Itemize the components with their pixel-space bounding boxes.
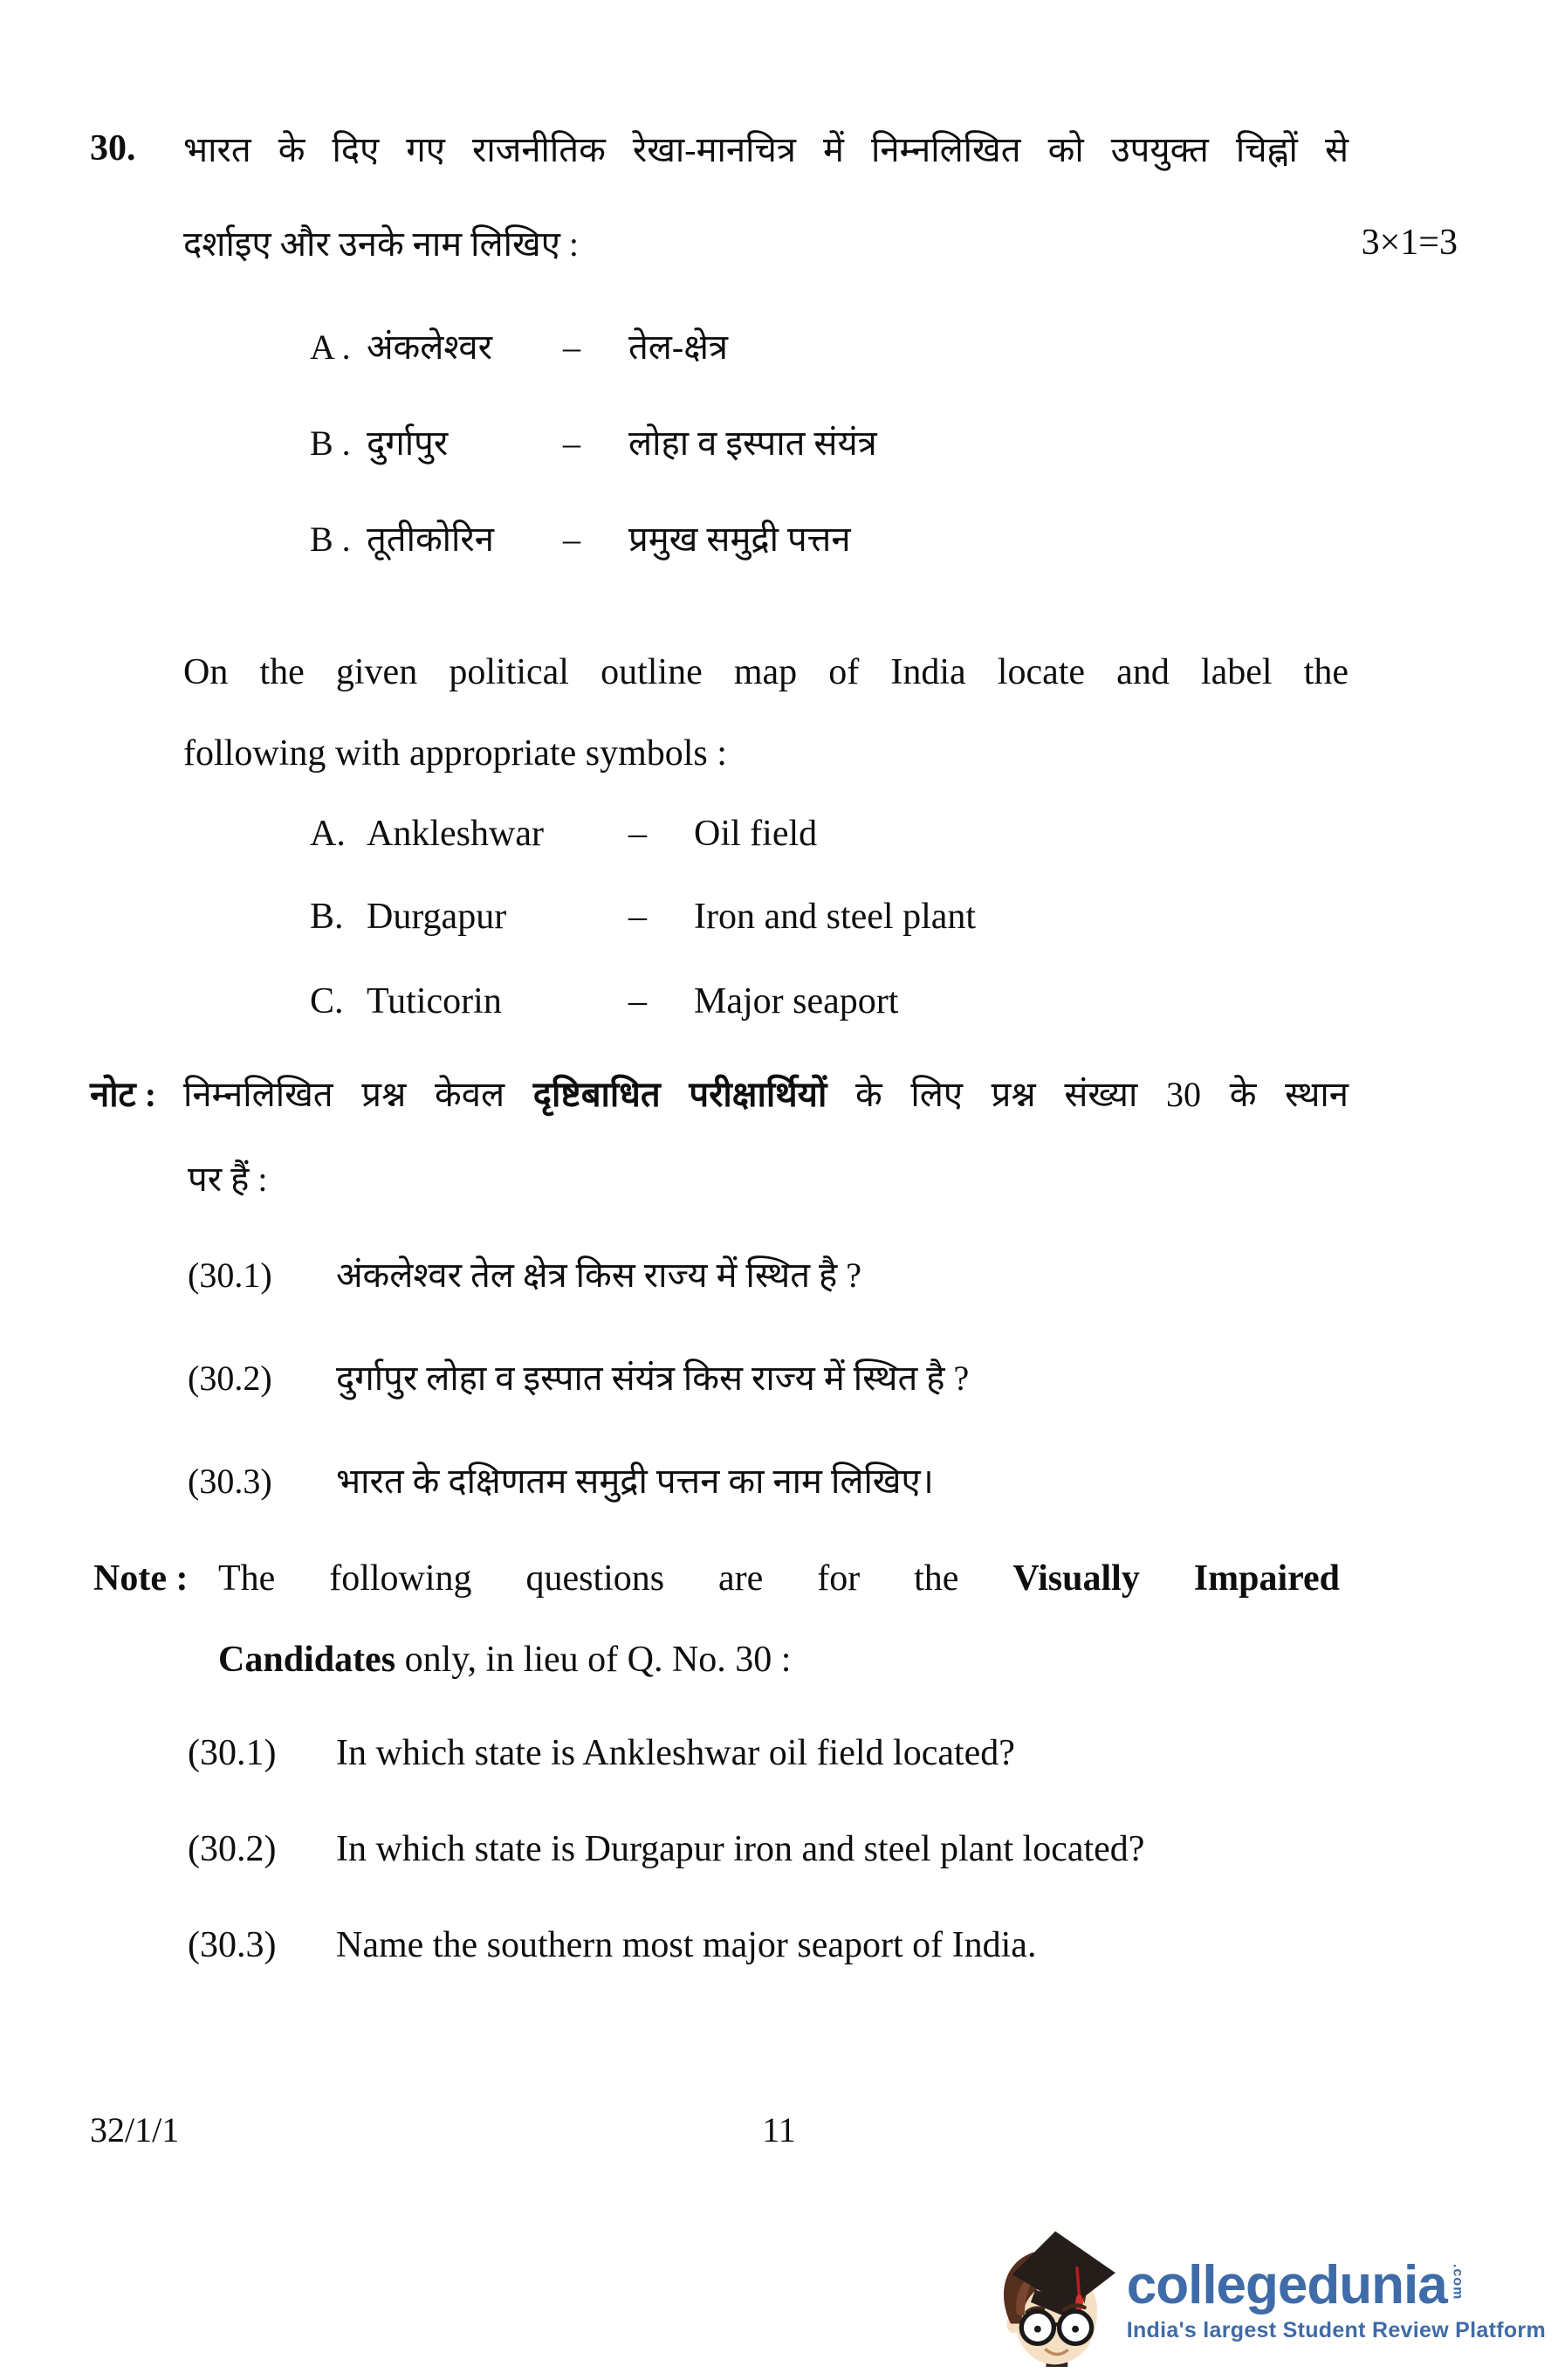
subquestion-number: (30.2) <box>188 1359 272 1398</box>
question-intro-hindi-line2-row <box>183 222 1458 267</box>
brand-name: collegedunia <box>1126 2255 1447 2315</box>
question-intro-english-line2: following with appropriate symbols : <box>183 733 727 774</box>
subquestion-number: (30.1) <box>188 1255 272 1295</box>
footer-paper-code: 32/1/1 <box>90 2110 180 2150</box>
note-english-line1 <box>218 1557 1340 1600</box>
item-desc: लोहा व इस्पात संयंत्र <box>628 423 877 463</box>
item-label: C. <box>310 981 344 1021</box>
question-intro-hindi-line1: भारत के दिए गए राजनीतिक रेखा-मानचित्र में निम्नलिखित को उपयुक्त चिह्नों से <box>183 130 1349 169</box>
subquestion-text: भारत के दक्षिणतम समुद्री पत्तन का नाम लिखिए। <box>336 1462 934 1501</box>
item-name: दुर्गापुर <box>367 423 449 463</box>
question-intro-hindi-line2: दर्शाइए और उनके नाम लिखिए : <box>183 224 579 264</box>
note-english-line2-regular: only, in lieu of Q. No. 30 : <box>395 1640 792 1680</box>
subquestion-number: (30.2) <box>188 1829 277 1869</box>
collegedunia-logo <box>991 2229 1546 2373</box>
note-label-hindi: नोट : <box>90 1075 157 1114</box>
marks-value: 3×1=3 <box>1361 223 1458 263</box>
note-english-line1-bold: Visually Impaired <box>1012 1558 1341 1599</box>
subquestion-text: दुर्गापुर लोहा व इस्पात संयंत्र किस राज्य में स्थित है ? <box>336 1359 970 1398</box>
item-desc: तेल-क्षेत्र <box>628 327 729 367</box>
subquestion-text: Name the southern most major seaport of India. <box>336 1925 1037 1965</box>
note-hindi-line1-regular: निम्नलिखित प्रश्न केवल <box>183 1075 533 1114</box>
subquestion-row-english <box>188 1827 1349 1871</box>
item-desc: Iron and steel plant <box>694 897 977 937</box>
map-item-row-hindi <box>310 421 1349 466</box>
subquestion-row-hindi <box>188 1356 1349 1401</box>
note-english-line2 <box>218 1638 791 1682</box>
brand-tld: .com <box>1450 2264 1465 2301</box>
item-desc: प्रमुख समुद्री पत्तन <box>628 519 851 559</box>
item-dash: – <box>563 519 580 559</box>
subquestion-row-hindi <box>188 1459 1349 1504</box>
item-label: A. <box>310 814 346 854</box>
item-label: A . <box>310 327 351 367</box>
item-name: Ankleshwar <box>367 814 544 854</box>
subquestion-number: (30.3) <box>188 1925 277 1965</box>
item-name: अंकलेश्वर <box>367 327 492 367</box>
item-desc: Oil field <box>694 814 818 854</box>
subquestion-number: (30.1) <box>188 1733 277 1773</box>
note-hindi-line1-bold: दृष्टिबाधित परीक्षार्थियों <box>532 1075 827 1114</box>
item-dash: – <box>563 423 580 463</box>
item-name: Durgapur <box>367 897 507 937</box>
note-label-english: Note : <box>93 1558 189 1599</box>
item-label: B . <box>310 423 351 463</box>
note-hindi-line1 <box>183 1072 1349 1118</box>
item-label: B. <box>310 897 344 937</box>
subquestion-text: अंकलेश्वर तेल क्षेत्र किस राज्य में स्थित है ? <box>336 1255 861 1295</box>
collegedunia-mascot-icon <box>991 2229 1122 2373</box>
subquestion-number: (30.3) <box>188 1462 272 1501</box>
note-english-line1-regular: The following questions are for the <box>218 1558 1013 1599</box>
note-hindi-line2: पर हैं : <box>188 1159 268 1199</box>
item-dash: – <box>628 814 647 854</box>
question-number: 30. <box>90 128 136 169</box>
item-dash: – <box>563 327 580 367</box>
subquestion-row-english <box>188 1731 1349 1775</box>
note-hindi-line1-after: के लिए प्रश्न संख्या 30 के स्थान <box>827 1075 1349 1114</box>
subquestion-row-hindi <box>188 1253 1349 1298</box>
map-item-row-hindi <box>310 517 1349 562</box>
brand-tagline: India's largest Student Review Platform <box>1126 2318 1546 2342</box>
map-item-row-english <box>310 895 1349 939</box>
item-desc: Major seaport <box>694 981 899 1021</box>
question-intro-english-line1: On the given political outline map of India locate and label the <box>183 652 1349 692</box>
note-english-line2-bold: Candidates <box>218 1640 396 1680</box>
map-item-row-english <box>310 812 1349 856</box>
item-label: B . <box>310 519 351 559</box>
subquestion-row-english <box>188 1923 1349 1967</box>
item-dash: – <box>628 981 647 1021</box>
footer-page-number: 11 <box>762 2110 796 2150</box>
item-name: तूतीकोरिन <box>367 519 494 559</box>
item-dash: – <box>628 897 647 937</box>
item-name: Tuticorin <box>367 981 502 1021</box>
map-item-row-english <box>310 980 1349 1023</box>
subquestion-text: In which state is Durgapur iron and steel plant located? <box>336 1829 1145 1869</box>
map-item-row-hindi <box>310 325 1349 370</box>
subquestion-text: In which state is Ankleshwar oil field located? <box>336 1733 1015 1773</box>
